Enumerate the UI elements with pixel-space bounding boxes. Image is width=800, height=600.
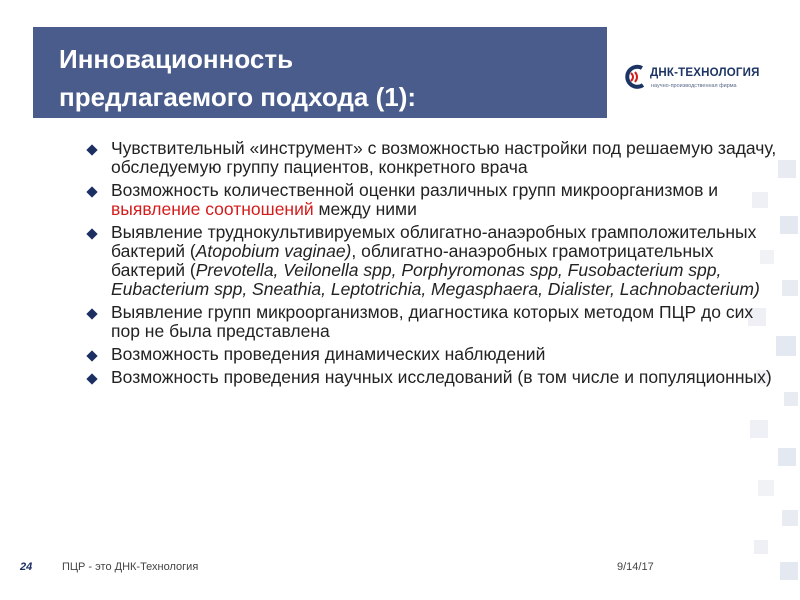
slide-title-line-2: предлагаемого подхода (1): [59, 82, 417, 112]
diamond-bullet-icon [86, 308, 97, 319]
list-item [85, 223, 785, 299]
text-segment: Выявление труднокультивируемых облигатно-анаэробных грамположительных бактерий ( [111, 222, 757, 261]
list-item [85, 139, 785, 177]
diamond-bullet-icon [86, 144, 97, 155]
logo-name: ДНК-ТЕХНОЛОГИЯ [650, 67, 760, 79]
list-item [85, 303, 785, 341]
text-segment: Возможность количественной оценки различных групп микроорганизмов и [111, 180, 719, 200]
list-item-text: Выявление групп микроорганизмов, диагностика которых методом ПЦР до сих пор не была представлена [111, 302, 754, 341]
italic-species-text: Atopobium vaginae) [195, 241, 352, 261]
italic-species-text: Prevotella, Veilonella spp, Porphyromonas spp, Fusobacterium spp, Eubacterium spp, Sneathia, Leptotrichia, Megasphaera, Dialister, Lachnobacterium) [111, 260, 760, 299]
diamond-bullet-icon [86, 186, 97, 197]
list-item [85, 181, 785, 219]
diamond-bullet-icon [86, 350, 97, 361]
list-item [85, 345, 785, 364]
list-item-text: Возможность проведения научных исследований (в том числе и популяционных) [111, 367, 772, 387]
diamond-bullet-icon [86, 228, 97, 239]
slide-title-line-1: Инновационность [59, 44, 294, 74]
footer-date: 9/14/17 [617, 561, 654, 573]
list-item-text [111, 181, 785, 219]
list-item-text: Чувствительный «инструмент» с возможностью настройки под решаемую задачу, обследуемую группу пациентов, конкретного врача [111, 138, 777, 177]
list-item-text [111, 223, 785, 299]
text-segment: , облигатно-анаэробных грамотрицательных бактерий ( [111, 241, 714, 280]
footer-title: ПЦР - это ДНК-Технология [62, 561, 199, 573]
diamond-bullet-icon [86, 373, 97, 384]
list-item-text: Возможность проведения динамических наблюдений [111, 344, 546, 364]
bullet-list [85, 139, 785, 391]
logo-subtitle: научно-производственная фирма [651, 83, 737, 89]
highlighted-text: выявление соотношений [111, 199, 314, 219]
list-item [85, 368, 785, 387]
page-number: 24 [20, 561, 33, 573]
slide-title-box [33, 27, 607, 118]
text-segment: между ними [313, 199, 417, 219]
company-logo [622, 64, 777, 102]
dna-logo-icon [622, 64, 648, 90]
